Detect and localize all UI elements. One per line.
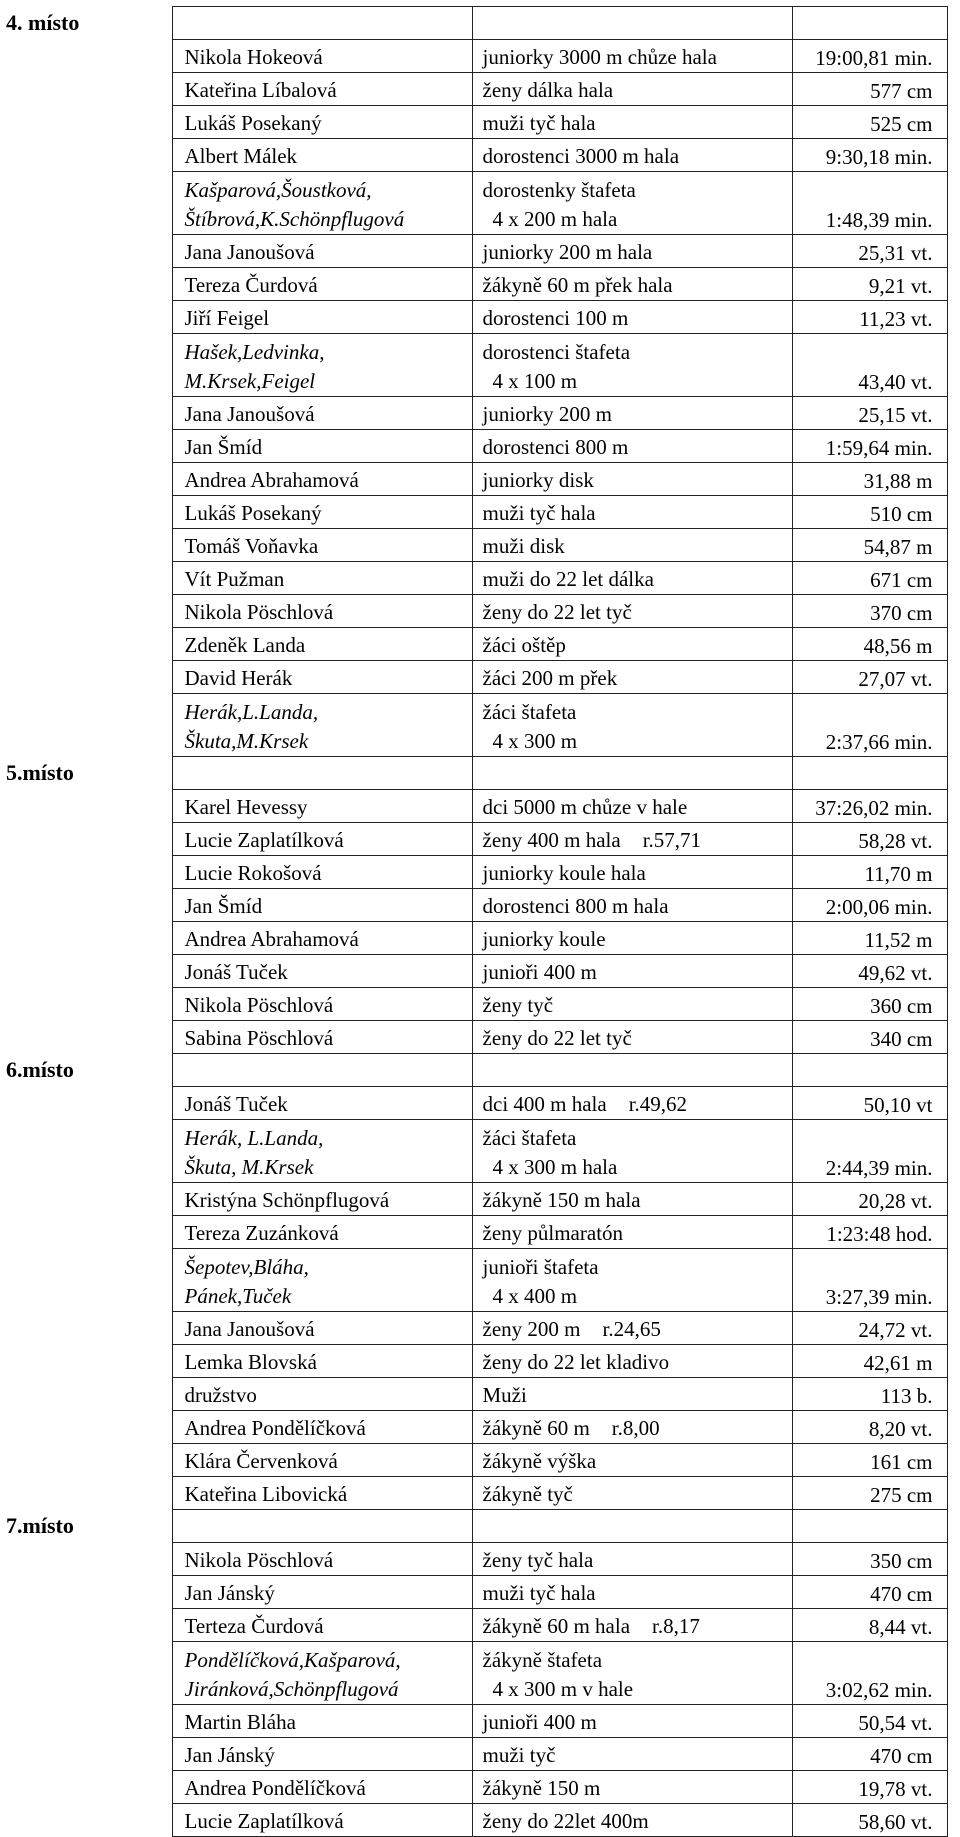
athlete-name xyxy=(172,1804,472,1837)
result-value: 24,72 vt. xyxy=(792,1312,947,1345)
athlete-name-line: Jonáš Tuček xyxy=(184,1092,288,1116)
result-value: 161 cm xyxy=(792,1444,947,1477)
event-line: ženy tyč hala xyxy=(482,1548,594,1572)
event-name xyxy=(472,268,792,301)
result-value: 58,60 vt. xyxy=(792,1804,947,1837)
event-name xyxy=(472,1804,792,1837)
event-line: žákyně 60 m xyxy=(482,1416,590,1440)
event-name xyxy=(472,694,792,757)
athlete-name-line: Lukáš Posekaný xyxy=(184,111,322,135)
event-line: Muži xyxy=(482,1383,527,1407)
athlete-name xyxy=(172,1183,472,1216)
event-name xyxy=(472,40,792,73)
result-value: 20,28 vt. xyxy=(792,1183,947,1216)
event-line: muži tyč hala xyxy=(482,111,596,135)
event-line: ženy dálka hala xyxy=(482,78,614,102)
athlete-name xyxy=(172,955,472,988)
empty-cell xyxy=(172,757,472,790)
record-note: r.57,71 xyxy=(642,828,702,852)
event-line: juniorky koule xyxy=(482,927,606,951)
section-header-row xyxy=(6,7,947,40)
event-line: muži tyč hala xyxy=(482,1581,596,1605)
athlete-name xyxy=(172,889,472,922)
athlete-name xyxy=(172,268,472,301)
empty-cell xyxy=(472,757,792,790)
result-value: 350 cm xyxy=(792,1543,947,1576)
athlete-name-line: Tomáš Voňavka xyxy=(184,534,319,558)
event-line: ženy půlmaratón xyxy=(482,1221,624,1245)
event-name xyxy=(472,922,792,955)
athlete-name-line: Lucie Rokošová xyxy=(184,861,322,885)
empty-cell xyxy=(472,7,792,40)
empty-cell xyxy=(172,7,472,40)
result-value: 370 cm xyxy=(792,595,947,628)
event-name xyxy=(472,529,792,562)
empty-cell xyxy=(792,7,947,40)
athlete-name-line: Nikola Pöschlová xyxy=(184,600,334,624)
athlete-name xyxy=(172,301,472,334)
event-line: žákyně výška xyxy=(482,1449,597,1473)
athlete-name-line: Andrea Pondělíčková xyxy=(184,1776,366,1800)
athlete-name-line: Jan Jánský xyxy=(184,1581,275,1605)
event-line: dorostenci 800 m hala xyxy=(482,894,669,918)
event-name xyxy=(472,889,792,922)
result-value: 8,44 vt. xyxy=(792,1609,947,1642)
athlete-name xyxy=(172,694,472,757)
event-name xyxy=(472,1738,792,1771)
athlete-name-line: Kristýna Schönpflugová xyxy=(184,1188,390,1212)
event-line: juniorky 200 m xyxy=(482,402,612,426)
event-line: dorostenci 800 m xyxy=(482,435,629,459)
event-line: muži disk xyxy=(482,534,565,558)
athlete-name xyxy=(172,1378,472,1411)
athlete-name-line: Jonáš Tuček xyxy=(184,960,288,984)
event-line: ženy do 22 let kladivo xyxy=(482,1350,670,1374)
result-value: 42,61 m xyxy=(792,1345,947,1378)
event-name xyxy=(472,628,792,661)
athlete-name-line: Herák,L.Landa, xyxy=(184,700,319,724)
athlete-name-line: družstvo xyxy=(184,1383,257,1407)
result-value: 50,10 vt xyxy=(792,1087,947,1120)
event-line: ženy tyč xyxy=(482,993,554,1017)
event-name xyxy=(472,595,792,628)
event-line: juniorky 200 m hala xyxy=(482,240,653,264)
place-label: 4. místo xyxy=(6,7,172,757)
athlete-name-line: Martin Bláha xyxy=(184,1710,296,1734)
result-value: 577 cm xyxy=(792,73,947,106)
athlete-name-line: Lemka Blovská xyxy=(184,1350,317,1374)
event-name xyxy=(472,1312,792,1345)
athlete-name xyxy=(172,1249,472,1312)
athlete-name-line: Škuta,M.Krsek xyxy=(184,729,309,753)
athlete-name-line: Andrea Pondělíčková xyxy=(184,1416,366,1440)
result-value: 470 cm xyxy=(792,1738,947,1771)
athlete-name-line: Lucie Zaplatílková xyxy=(184,828,344,852)
event-name xyxy=(472,988,792,1021)
event-name xyxy=(472,1609,792,1642)
event-line: dci 400 m hala xyxy=(482,1092,607,1116)
result-value: 31,88 m xyxy=(792,463,947,496)
event-line: žákyně štafeta xyxy=(482,1648,603,1672)
athlete-name xyxy=(172,430,472,463)
athlete-name xyxy=(172,1642,472,1705)
athlete-name-line: Jan Jánský xyxy=(184,1743,275,1767)
event-name xyxy=(472,1771,792,1804)
event-name xyxy=(472,823,792,856)
athlete-name xyxy=(172,334,472,397)
event-line: muži do 22 let dálka xyxy=(482,567,654,591)
athlete-name-line: Klára Červenková xyxy=(184,1449,338,1473)
place-label: 7.místo xyxy=(6,1510,172,1837)
section-header-row xyxy=(6,1510,947,1543)
event-line: žáci štafeta xyxy=(482,700,577,724)
result-value: 58,28 vt. xyxy=(792,823,947,856)
athlete-name xyxy=(172,1705,472,1738)
event-name xyxy=(472,1021,792,1054)
athlete-name xyxy=(172,496,472,529)
athlete-name xyxy=(172,661,472,694)
section-header-row xyxy=(6,757,947,790)
athlete-name xyxy=(172,139,472,172)
event-line: žákyně 150 m hala xyxy=(482,1188,641,1212)
event-line: dorostenci 100 m xyxy=(482,306,629,330)
result-value: 2:37,66 min. xyxy=(792,694,947,757)
event-line: ženy 200 m xyxy=(482,1317,581,1341)
athlete-name-line: Kateřina Libovická xyxy=(184,1482,348,1506)
event-name xyxy=(472,301,792,334)
result-value: 27,07 vt. xyxy=(792,661,947,694)
athlete-name-line: Jana Janoušová xyxy=(184,1317,315,1341)
athlete-name-line: Terteza Čurdová xyxy=(184,1614,324,1638)
athlete-name-line: Tereza Čurdová xyxy=(184,273,318,297)
athlete-name xyxy=(172,1120,472,1183)
result-value: 1:59,64 min. xyxy=(792,430,947,463)
athlete-name xyxy=(172,1771,472,1804)
athlete-name xyxy=(172,1411,472,1444)
result-value: 54,87 m xyxy=(792,529,947,562)
event-name xyxy=(472,1477,792,1510)
event-name xyxy=(472,397,792,430)
athlete-name xyxy=(172,463,472,496)
athlete-name-line: Zdeněk Landa xyxy=(184,633,306,657)
athlete-name xyxy=(172,856,472,889)
event-name xyxy=(472,1249,792,1312)
event-line: junioři 400 m xyxy=(482,960,597,984)
athlete-name xyxy=(172,988,472,1021)
result-value: 113 b. xyxy=(792,1378,947,1411)
event-line: dorostenky štafeta xyxy=(482,178,636,202)
athlete-name xyxy=(172,235,472,268)
athlete-name-line: Albert Málek xyxy=(184,144,298,168)
result-value: 8,20 vt. xyxy=(792,1411,947,1444)
result-value: 11,23 vt. xyxy=(792,301,947,334)
athlete-name-line: Škuta, M.Krsek xyxy=(184,1155,314,1179)
athlete-name xyxy=(172,1021,472,1054)
event-line: žáci štafeta xyxy=(482,1126,577,1150)
event-line: ženy do 22 let tyč xyxy=(482,1026,632,1050)
result-value: 1:48,39 min. xyxy=(792,172,947,235)
athlete-name-line: Jiránková,Schönpflugová xyxy=(184,1677,399,1701)
athlete-name-line: Nikola Pöschlová xyxy=(184,993,334,1017)
empty-cell xyxy=(172,1510,472,1543)
empty-cell xyxy=(172,1054,472,1087)
event-line: muži tyč hala xyxy=(482,501,596,525)
empty-cell xyxy=(792,1054,947,1087)
event-line: ženy 400 m hala xyxy=(482,828,621,852)
event-name xyxy=(472,1705,792,1738)
result-value: 11,52 m xyxy=(792,922,947,955)
result-value: 470 cm xyxy=(792,1576,947,1609)
athlete-name xyxy=(172,1444,472,1477)
event-line: dorostenci štafeta xyxy=(482,340,631,364)
result-value: 25,31 vt. xyxy=(792,235,947,268)
event-line: juniorky 3000 m chůze hala xyxy=(482,45,717,69)
event-line: žáci 200 m přek xyxy=(482,666,618,690)
event-name xyxy=(472,1576,792,1609)
record-note: r.49,62 xyxy=(628,1092,688,1116)
athlete-name-line: Lucie Zaplatílková xyxy=(184,1809,344,1833)
athlete-name xyxy=(172,823,472,856)
result-value: 19,78 vt. xyxy=(792,1771,947,1804)
result-value: 49,62 vt. xyxy=(792,955,947,988)
event-name xyxy=(472,430,792,463)
event-name xyxy=(472,235,792,268)
result-value: 3:02,62 min. xyxy=(792,1642,947,1705)
event-line: dci 5000 m chůze v hale xyxy=(482,795,688,819)
event-line: žákyně 150 m xyxy=(482,1776,601,1800)
event-name xyxy=(472,1345,792,1378)
athlete-name-line: Pánek,Tuček xyxy=(184,1284,292,1308)
athlete-name-line: Andrea Abrahamová xyxy=(184,927,359,951)
event-name xyxy=(472,1183,792,1216)
athlete-name-line: Tereza Zuzánková xyxy=(184,1221,339,1245)
event-name xyxy=(472,1378,792,1411)
athlete-name-line: Nikola Pöschlová xyxy=(184,1548,334,1572)
result-value: 25,15 vt. xyxy=(792,397,947,430)
result-value: 340 cm xyxy=(792,1021,947,1054)
event-line: muži tyč xyxy=(482,1743,556,1767)
empty-cell xyxy=(792,1510,947,1543)
athlete-name-line: Šepotev,Bláha, xyxy=(184,1255,309,1279)
event-name xyxy=(472,139,792,172)
place-label: 6.místo xyxy=(6,1054,172,1510)
event-name xyxy=(472,1543,792,1576)
empty-cell xyxy=(792,757,947,790)
athlete-name-line: Lukáš Posekaný xyxy=(184,501,322,525)
result-value: 19:00,81 min. xyxy=(792,40,947,73)
event-name xyxy=(472,172,792,235)
athlete-name-line: Pondělíčková,Kašparová, xyxy=(184,1648,401,1672)
event-line: žákyně 60 m hala xyxy=(482,1614,631,1638)
athlete-name xyxy=(172,595,472,628)
athlete-name xyxy=(172,397,472,430)
athlete-name xyxy=(172,1345,472,1378)
athlete-name xyxy=(172,40,472,73)
result-value: 510 cm xyxy=(792,496,947,529)
empty-cell xyxy=(472,1054,792,1087)
athlete-name xyxy=(172,1087,472,1120)
event-name xyxy=(472,790,792,823)
event-line: junioři štafeta xyxy=(482,1255,599,1279)
athlete-name-line: Sabina Pöschlová xyxy=(184,1026,334,1050)
athlete-name-line: Jana Janoušová xyxy=(184,240,315,264)
record-note: r.8,17 xyxy=(652,1614,700,1638)
event-name xyxy=(472,1444,792,1477)
event-line: 4 x 300 m xyxy=(492,729,578,753)
athlete-name-line: Nikola Hokeová xyxy=(184,45,323,69)
athlete-name xyxy=(172,1738,472,1771)
athlete-name xyxy=(172,1477,472,1510)
athlete-name-line: Štíbrová,K.Schönpflugová xyxy=(184,207,405,231)
athlete-name-line: Kašparová,Šoustková, xyxy=(184,178,372,202)
result-value: 360 cm xyxy=(792,988,947,1021)
result-value: 1:23:48 hod. xyxy=(792,1216,947,1249)
event-line: junioři 400 m xyxy=(482,1710,597,1734)
event-name xyxy=(472,496,792,529)
result-value: 9:30,18 min. xyxy=(792,139,947,172)
athlete-name-line: David Herák xyxy=(184,666,293,690)
section-header-row xyxy=(6,1054,947,1087)
athlete-name xyxy=(172,922,472,955)
athlete-name xyxy=(172,790,472,823)
event-name xyxy=(472,463,792,496)
athlete-name-line: M.Krsek,Feigel xyxy=(184,369,316,393)
event-line: žákyně tyč xyxy=(482,1482,573,1506)
event-line: juniorky disk xyxy=(482,468,594,492)
athlete-name-line: Karel Hevessy xyxy=(184,795,308,819)
event-name xyxy=(472,661,792,694)
record-note: r.24,65 xyxy=(602,1317,661,1341)
result-value: 525 cm xyxy=(792,106,947,139)
athlete-name xyxy=(172,1609,472,1642)
athlete-name xyxy=(172,1576,472,1609)
event-name xyxy=(472,562,792,595)
result-value: 671 cm xyxy=(792,562,947,595)
result-value: 48,56 m xyxy=(792,628,947,661)
event-name xyxy=(472,73,792,106)
athlete-name-line: Jan Šmíd xyxy=(184,435,263,459)
results-table xyxy=(6,6,948,1837)
result-value: 3:27,39 min. xyxy=(792,1249,947,1312)
event-line: dorostenci 3000 m hala xyxy=(482,144,680,168)
athlete-name xyxy=(172,562,472,595)
event-line: 4 x 300 m v hale xyxy=(492,1677,634,1701)
event-line: 4 x 100 m xyxy=(492,369,578,393)
result-value: 275 cm xyxy=(792,1477,947,1510)
event-name xyxy=(472,1120,792,1183)
event-line: 4 x 300 m hala xyxy=(492,1155,618,1179)
event-line: ženy do 22let 400m xyxy=(482,1809,649,1833)
athlete-name xyxy=(172,1312,472,1345)
athlete-name xyxy=(172,1543,472,1576)
empty-cell xyxy=(472,1510,792,1543)
athlete-name xyxy=(172,172,472,235)
event-line: 4 x 400 m xyxy=(492,1284,578,1308)
event-name xyxy=(472,334,792,397)
event-line: 4 x 200 m hala xyxy=(492,207,618,231)
result-value: 50,54 vt. xyxy=(792,1705,947,1738)
athlete-name xyxy=(172,529,472,562)
event-line: žákyně 60 m přek hala xyxy=(482,273,673,297)
result-value: 37:26,02 min. xyxy=(792,790,947,823)
result-value: 9,21 vt. xyxy=(792,268,947,301)
athlete-name-line: Andrea Abrahamová xyxy=(184,468,359,492)
event-line: žáci oštěp xyxy=(482,633,566,657)
event-line: juniorky koule hala xyxy=(482,861,646,885)
athlete-name-line: Jana Janoušová xyxy=(184,402,315,426)
result-value: 11,70 m xyxy=(792,856,947,889)
event-name xyxy=(472,955,792,988)
place-label: 5.místo xyxy=(6,757,172,1054)
athlete-name-line: Herák, L.Landa, xyxy=(184,1126,324,1150)
athlete-name-line: Vít Pužman xyxy=(184,567,285,591)
event-name xyxy=(472,106,792,139)
athlete-name-line: Jan Šmíd xyxy=(184,894,263,918)
athlete-name-line: Kateřina Líbalová xyxy=(184,78,337,102)
event-name xyxy=(472,1642,792,1705)
athlete-name xyxy=(172,73,472,106)
event-name xyxy=(472,1216,792,1249)
athlete-name xyxy=(172,628,472,661)
result-value: 2:44,39 min. xyxy=(792,1120,947,1183)
event-name xyxy=(472,856,792,889)
result-value: 2:00,06 min. xyxy=(792,889,947,922)
athlete-name-line: Hašek,Ledvinka, xyxy=(184,340,325,364)
athlete-name-line: Jiří Feigel xyxy=(184,306,270,330)
record-note: r.8,00 xyxy=(611,1416,660,1440)
result-value: 43,40 vt. xyxy=(792,334,947,397)
athlete-name xyxy=(172,1216,472,1249)
event-name xyxy=(472,1087,792,1120)
event-name xyxy=(472,1411,792,1444)
athlete-name xyxy=(172,106,472,139)
event-line: ženy do 22 let tyč xyxy=(482,600,632,624)
